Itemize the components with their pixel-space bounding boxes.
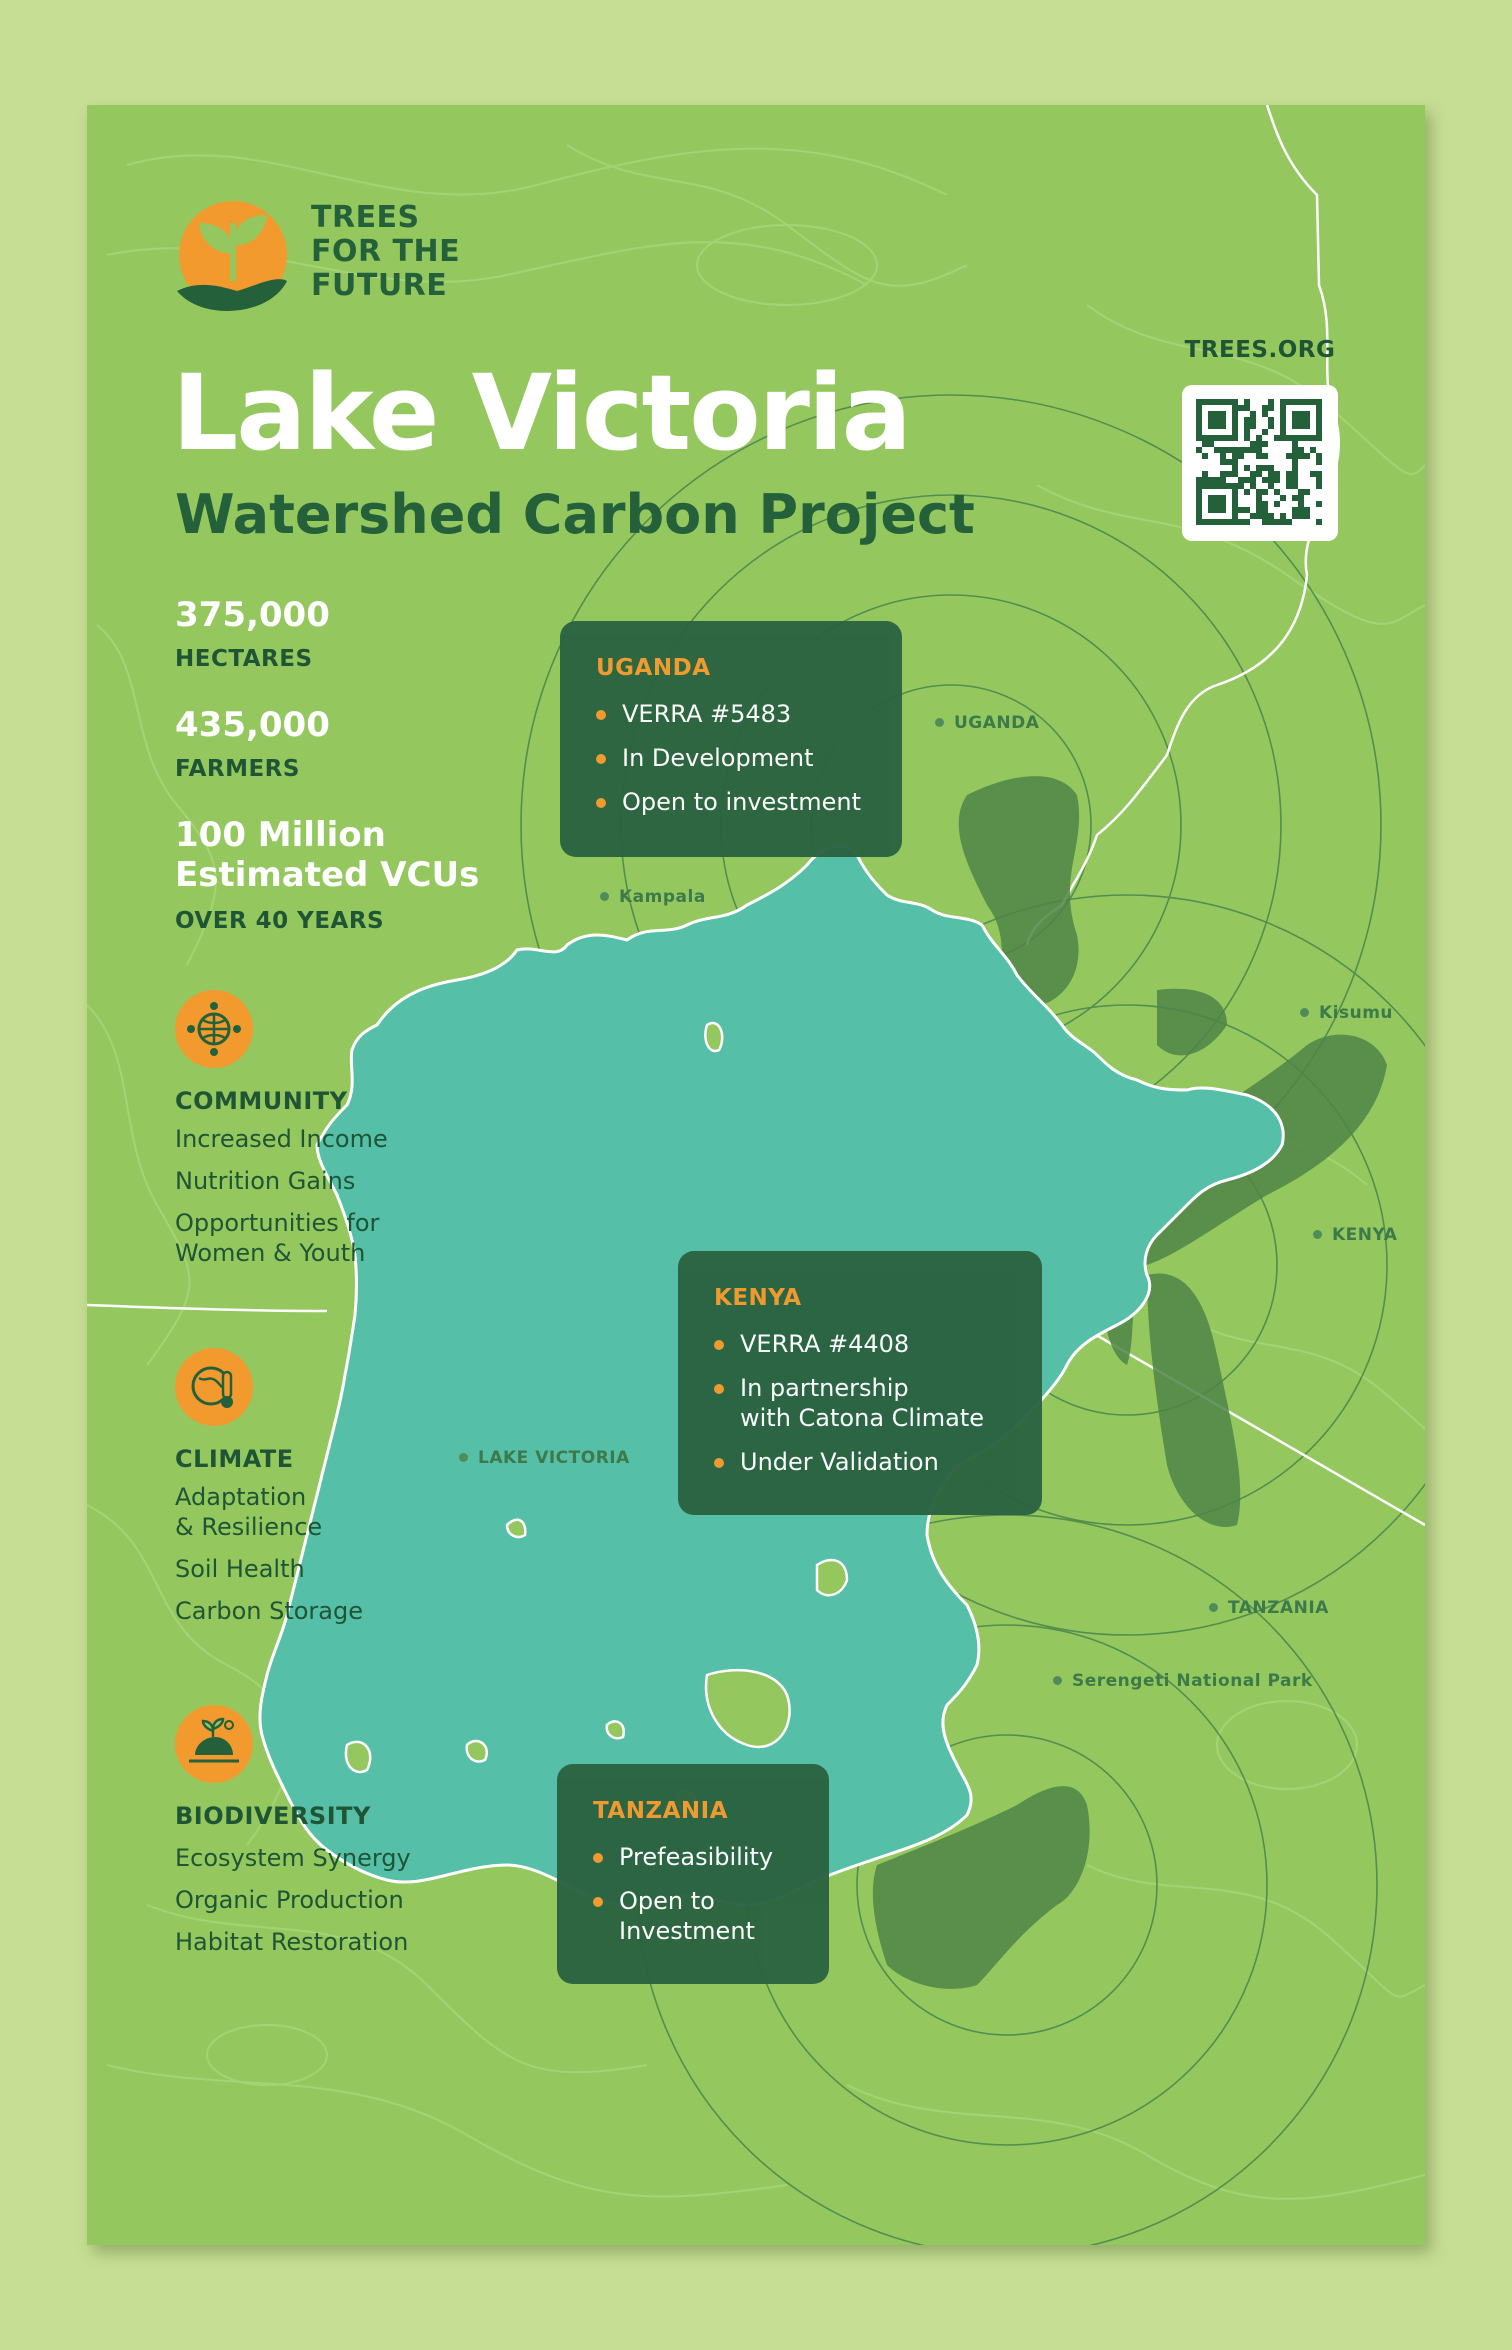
category-item: Organic Production [175, 1886, 404, 1914]
card-list-kenya [714, 1329, 984, 1491]
bullet-icon [596, 710, 606, 720]
qr-code-frame[interactable] [1182, 385, 1338, 541]
category-title-climate: CLIMATE [175, 1445, 294, 1473]
poster [87, 105, 1425, 2245]
project-card-kenya [678, 1251, 1042, 1515]
logo-line-1: TREES [311, 200, 420, 235]
bullet-icon [596, 798, 606, 808]
card-item: Under Validation [714, 1447, 984, 1477]
stat-label-farmers: FARMERS [175, 756, 300, 782]
category-item: Nutrition Gains [175, 1167, 356, 1195]
card-item: In Development [596, 743, 861, 773]
category-item: Habitat Restoration [175, 1928, 409, 1956]
globe-people-icon [175, 990, 253, 1068]
page-subtitle: Watershed Carbon Project [175, 483, 975, 546]
project-card-tanzania [557, 1764, 829, 1984]
card-item: Prefeasibility [593, 1842, 773, 1872]
card-title-kenya: KENYA [714, 1285, 802, 1311]
stat-label-hectares: HECTARES [175, 646, 313, 672]
bullet-icon [714, 1340, 724, 1350]
card-item: Open to investment [596, 787, 861, 817]
category-title-biodiversity: BIODIVERSITY [175, 1802, 371, 1830]
bullet-icon [714, 1458, 724, 1468]
card-item: Open to Investment [593, 1886, 773, 1946]
plant-globe-icon [175, 1705, 253, 1783]
place-label-kenya: KENYA [1313, 1225, 1397, 1245]
card-title-uganda: UGANDA [596, 655, 711, 681]
bullet-icon [593, 1853, 603, 1863]
place-label-lake-victoria: LAKE VICTORIA [459, 1448, 630, 1468]
category-title-community: COMMUNITY [175, 1087, 348, 1115]
card-list-uganda [596, 699, 861, 831]
bullet-icon [714, 1384, 724, 1394]
stats-block [175, 595, 535, 935]
place-label-tanzania: TANZANIA [1209, 1598, 1329, 1618]
category-community [175, 990, 495, 1268]
category-item: Adaptation & Resilience [175, 1483, 323, 1541]
bullet-icon [593, 1897, 603, 1907]
stat-value-hectares: 375,000 [175, 595, 330, 635]
qr-code-icon [1182, 385, 1338, 541]
stat-label-years: OVER 40 YEARS [175, 908, 385, 934]
card-item: In partnership with Catona Climate [714, 1373, 984, 1433]
project-card-uganda [560, 621, 902, 857]
category-biodiversity [175, 1705, 495, 1957]
stat-value-farmers: 435,000 [175, 705, 330, 745]
stat-value-vcus: 100 Million Estimated VCUs [175, 815, 480, 895]
category-climate [175, 1348, 495, 1626]
place-label-serengeti: Serengeti National Park [1053, 1671, 1313, 1691]
website-link[interactable]: TREES.ORG [1184, 337, 1336, 363]
category-item: Ecosystem Synergy [175, 1844, 411, 1872]
card-item: VERRA #4408 [714, 1329, 984, 1359]
thermometer-globe-icon [175, 1348, 253, 1426]
place-label-uganda: UGANDA [935, 713, 1039, 733]
page-title: Lake Victoria [172, 352, 910, 474]
card-list-tanzania [593, 1842, 773, 1960]
place-label-kampala: Kampala [600, 887, 706, 907]
category-item: Increased Income [175, 1125, 388, 1153]
category-item: Opportunities for Women & Youth [175, 1209, 380, 1267]
bullet-icon [596, 754, 606, 764]
card-title-tanzania: TANZANIA [593, 1798, 729, 1824]
logo-line-3: FUTURE [311, 268, 448, 303]
card-item: VERRA #5483 [596, 699, 861, 729]
category-item: Carbon Storage [175, 1597, 363, 1625]
logo-wordmark [311, 201, 511, 303]
trees-for-the-future-logo-icon [177, 201, 287, 311]
logo-line-2: FOR THE [311, 234, 461, 269]
category-item: Soil Health [175, 1555, 305, 1583]
place-label-kisumu: Kisumu [1300, 1003, 1393, 1023]
